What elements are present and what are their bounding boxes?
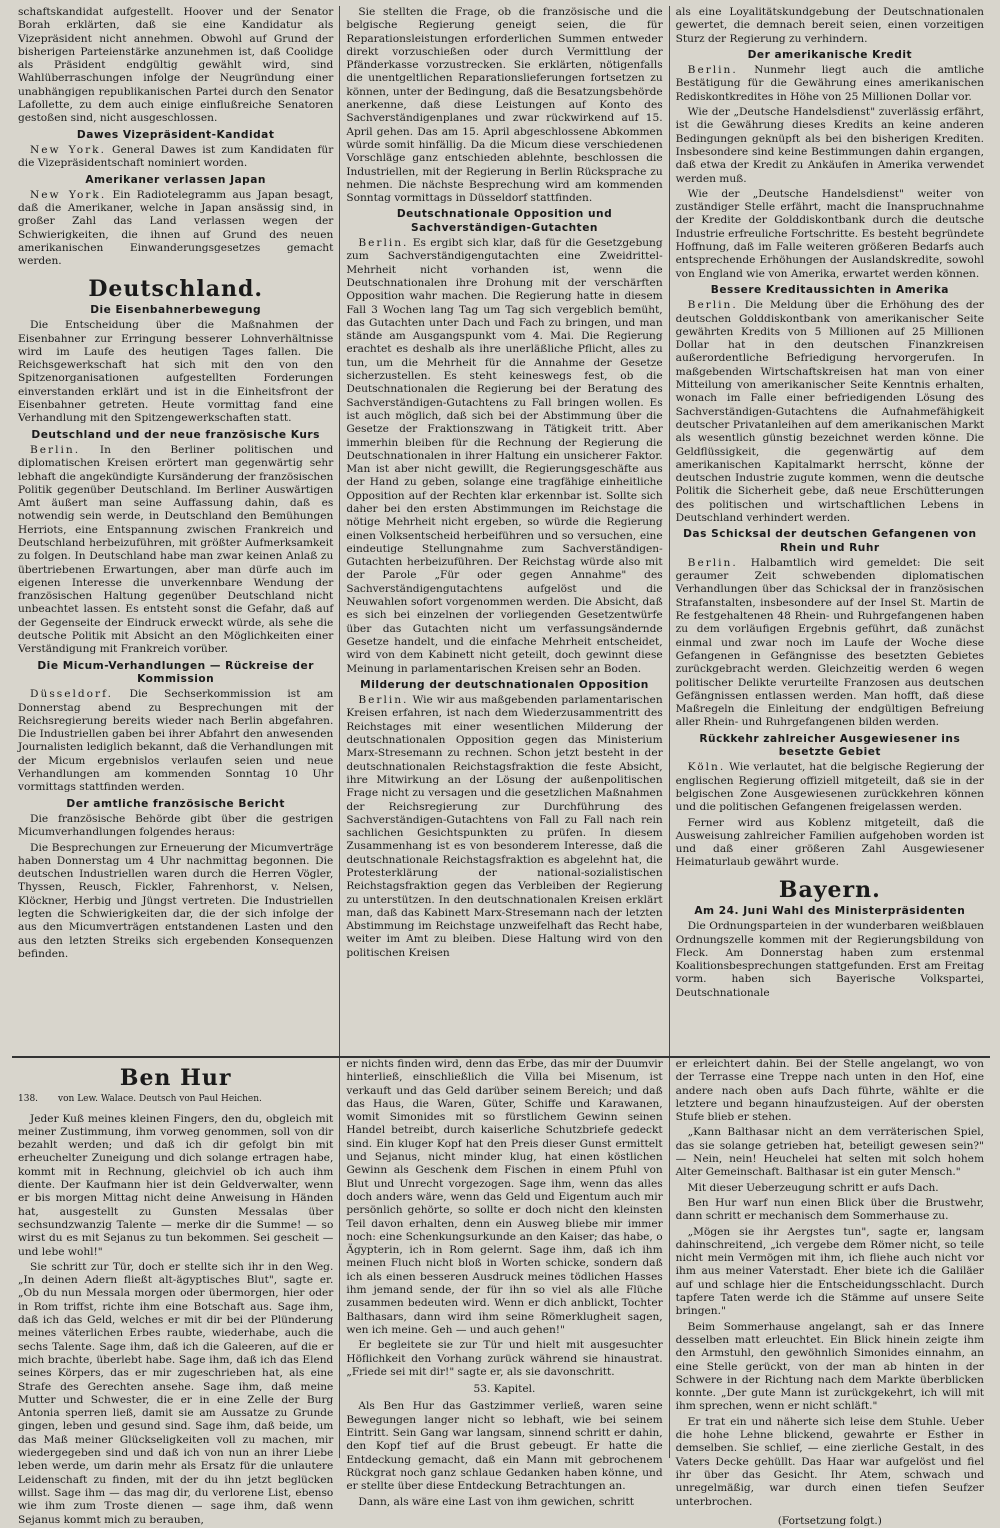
article-text: als eine Loyalitätskundgebung der Deutschnationalen gewertet, die demnach bereit seien, einen vorzeitigen Sturz der Regierung zu verhindern. [675, 6, 984, 45]
article-text: Berlin. Es ergibt sich klar, daß für die Gesetzgebung zum Sachverständigengutachten eine Zweidrittel-Mehrheit nicht vorhanden ist, wenn die Deutschnationalen ihre Drohung mit der verschärften Opposition wahr machen. Die Regierung hatte in diesem Fall 3 Wochen lang Tag um Tag sich vergeblich bemüht, das Gutachten unter Dach und Fach zu bringen, und man stände am Ausgangspunkt vom 4. Mai. Die Regierung erachtet es deshalb als ihre unerläßliche Pflicht, alles zu tun, um die Mehrheit für die Annahme der Gesetze sicherzustellen. Es steht keineswegs fest, ob die Deutschnationalen die Regierung bei der Beratung des Sachverständigen-Gutachtens zu Fall bringen wollen. Es ist auch möglich, daß sich bei der Abstimmung über die Gesetze der Fraktionszwang in Tätigkeit tritt. Aber immerhin bleiben für die Rechnung der Regierung die Deutschnationalen in ihrer Haltung ein unsicherer Faktor. Man ist aber nicht gewillt, die Regierungsgeschäfte aus der Hand zu geben, solange eine tragfähige einheitliche Opposition auf der Rechten klar erkennbar ist. Sollte sich daher bei den ersten Abstimmungen im Reichstage die nötige Mehrheit nicht ergeben, so würde die Regierung einen Volksentscheid herbeiführen und so versuchen, eine eindeutige Stellungnahme zum Sachverständigen-Gutachten herbeizuführen. Der Reichstag würde also mit der Parole „Für oder gegen Annahme" des Sachverständigengutachtens aufgelöst und die Neuwahlen sofort vorgenommen werden. Die Absicht, daß es sich bei einzelnen der vorliegenden Gesetzentwürfe über das Gutachten nicht um verfassungsändernde Gesetze handelt, und die einfache Mehrheit entscheidet, wird von dem Kabinett nicht geteilt, doch gewinnt diese Meinung in parlamentarischen Kreisen sehr an Boden. [346, 237, 663, 675]
article-text: Die Besprechungen zur Erneuerung der Micumverträge haben Donnerstag um 4 Uhr nachmittag begonnen. Die deutschen Industriellen waren durch die Herren Vögler, Thyssen, Reusch, Fickler, Fahrenhorst, v. Nelsen, Klöckner, Herbig und Jüngst vertreten. Die Industriellen legten die Schwierigkeiten dar, die der sich infolge der aus den Micumverträgen entstandenen Lasten und den aus den letzten Streiks sich ergebenden Konsequenzen befinden. [18, 841, 334, 960]
column-3 [669, 6, 990, 1056]
article-text: Sie stellten die Frage, ob die französische und die belgische Regierung geneigt seien, die für Reparationsleistungen erforderlichen Summen entweder direkt vorzuschießen oder durch Vermittlung der Pfänderkasse vorzustrecken. Sie erklärten, nötigenfalls die unentgeltlichen Reparationslieferungen fortsetzen zu können, unter der Bedingung, daß die Besatzungsbehörde anerkenne, daß diese Leistungen auf Konto des Sachverständigenplanes und zwar rückwirkend auf 15. April gehen. Das am 15. April abgeschlossene Abkommen würde somit hinfällig. Da die Micum diese verschiedenen Vorschläge ganz entschieden ablehnte, beschlossen die Industriellen, mit der Regierung in Berlin Rücksprache zu nehmen. Die nächste Besprechung wird am kommenden Sonntag vormittags in Düsseldorf stattfinden. [346, 6, 663, 205]
headline: Die Micum-Verhandlungen — Rückreise der Kommission [37, 659, 314, 685]
article-text: Berlin. Wie wir aus maßgebenden parlamentarischen Kreisen erfahren, ist nach dem Wiederzusammentritt des Reichstages mit einer wesentlichen Milderung der deutschnationalen Opposition gegen das Ministerium Marx-Stresemann zu rechnen. Schon jetzt besteht in der deutschnationalen Reichstagsfraktion die feste Absicht, ihre Mitwirkung an der Lösung der außenpolitischen Frage nicht zu versagen und die gesetzlichen Maßnahmen der Reichsregierung zur Durchführung des Sachverständigen-Gutachtens von Fall zu Fall nach rein sachlichen Gesichtspunkten zu prüfen. In diesem Zusammenhang ist es von besonderem Interesse, daß die deutschnationale Reichstagsfraktion es abgelehnt hat, die Protesterklärung der national-sozialistischen Reichstagsfraktion gegen das Verbleiben der Regierung zu unterstützen. In den deutschnationalen Kreisen erklärt man, daß das Kabinett Marx-Stresemann nach der letzten Abstimmung im Reichstage unzweifelhaft das Recht habe, weiter im Amt zu bleiben. Diese Haltung wird von den politischen Kreisen [346, 694, 663, 959]
column-2 [339, 6, 668, 1056]
section-title: Bayern. [778, 876, 881, 903]
article-text: Düsseldorf. Die Sechserkommission ist am Donnerstag abend zu Besprechungen mit der Reichsregierung bereits wieder nach Berlin abgefahren. Die Industriellen gaben bei ihrer Abfahrt den anwesenden Journalisten lediglich bekannt, daß die Verhandlungen mit der Micum ergebnislos verlaufen seien und neue Verhandlungen am kommenden Sonntag 10 Uhr vormittags stattfinden werden. [18, 688, 334, 794]
serial-text: er erleichtert dahin. Bei der Stelle angelangt, wo von der Terrasse eine Treppe nach unten in den Hof, eine andere nach oben aufs Dach führte, wählte er die letztere und begann hinaufzusteigen. Auf der obersten Stufe blieb er stehen. [675, 1058, 984, 1124]
chapter-heading: 53. Kapitel. [473, 1383, 536, 1396]
dateline: Berlin. [687, 64, 738, 77]
headline: Am 24. Juni Wahl des Ministerpräsidenten [694, 905, 966, 917]
article-text: Köln. Wie verlautet, hat die belgische Regierung der englischen Regierung offiziell mitgeteilt, daß sie in der belgischen Zone Ausgewiesenen zurückkehren können und die politischen Gefangenen freigelassen werden. [675, 761, 984, 814]
article-text: Die Ordnungsparteien in der wunderbaren weißblauen Ordnungszelle kommen mit der Regierungsbildung von Fleck. Am Donnerstag haben zum erstenmal Koalitionsbesprechungen stattgefunden. Erst am Freitag vorm. haben sich Bayerische Volkspartei, Deutschnationale [675, 920, 984, 999]
serial-text: Er trat ein und näherte sich leise dem Stuhle. Ueber die hohe Lehne blickend, gewahrte er Esther in demselben. Sie schlief, — eine zierliche Gestalt, in des Vaters Decke gehüllt. Das Haar war aufgelöst und fiel ihr über das Gesicht. Ihr Atem, schwach und unregelmäßig, war durch einen tiefen Seufzer unterbrochen. [675, 1415, 984, 1508]
article-text: Berlin. In den Berliner politischen und diplomatischen Kreisen erörtert man gegenwärtig sehr lebhaft die angekündigte Kursänderung der französischen Politik gegenüber Deutschland. Im Berliner Auswärtigen Amt äußert man seine Auffassung dahin, daß es notwendig sein werde, in Deutschland den Bemühungen Herriots, eine Entspannung zwischen Frankreich und Deutschland herbeizuführen, mit größter Aufmerksamkeit zu folgen. In Deutschland habe man zwar keinen Anlaß zu übertriebenen Erwartungen, aber man dürfe auch im eigenen Interesse die unverkennbare Wendung der französischen Haltung gegenüber Deutschland nicht unbeachtet lassen. Es entsteht sonst die Gefahr, daß auf der Gegenseite der Eindruck erweckt würde, als sehe die deutsche Politik mit Absicht an den Möglichkeiten einer Verständigung mit Frankreich vorüber. [18, 443, 334, 656]
serial-text: er nichts finden wird, denn das Erbe, das mir der Duumvir hinterließ, einschließlich die Villa bei Misenum, ist verkauft und das Geld darüber seinem Bereich; und daß das Haus, die Waren, Güter, Schiffe und Karawanen, womit Simonides mit so fürstlichem Gewinn seinen Handel betreibt, durch kaiserliche Schutzbriefe gedeckt sind. Ein kluger Kopf hat den Preis dieser Gunst ermittelt und Sejanus, nicht minder klug, hat einen köstlichen Gewinn als Geschenk dem Fischen in einem Pfuhl von Blut und Unrecht vorgezogen. Sage ihm, wenn das alles doch anders wäre, wenn das Geld und Eigentum auch mir persönlich gehörte, so sollte er doch nicht den kleinsten Teil davon erhalten, denn ein Ausweg bliebe mir immer noch: eine Schenkungsurkunde an den Kaiser; das habe, o Ägypterin, ich in Rom gelernt. Sage ihm, daß ich ihm meinen Fluch nicht bloß in Worten schicke, sondern daß ich als einen besseren Ausdruck meines tödlichen Hasses ihm jemand sende, der für ihn so viel als alle Flüche zusammen bedeuten wird. Wenn er dich anblickt, Tochter Balthasars, dann wird ihm seine Römerklugheit sagen, wen ich meine. Geh — und auch gehen!" [346, 1058, 663, 1336]
serial-column-1 [12, 1058, 339, 1526]
section-title: Deutschland. [88, 275, 263, 302]
author-line: von Lew. Walace. Deutsch von Paul Heichen. [58, 1094, 262, 1105]
serial-text: „Mögen sie ihr Aergstes tun", sagte er, langsam dahinschreitend, „ich vergebe dem Römer nicht, so teile nicht mein Vermögen mit ihm, ich fliehe auch nicht vor ihm aus meiner Vaterstadt. Eher biete ich die Galiläer auf und schlage hier die Entscheidungsschlacht. Durch tapfere Taten werde ich die Stämme auf unsere Seite bringen." [675, 1225, 984, 1318]
article-text: Wie der „Deutsche Handelsdienst" weiter von zuständiger Stelle erfährt, macht die Inanspruchnahme der Kredite der Golddiskontbank durch die deutsche Industrie erfreuliche Fortschritte. Es besteht begründete Hoffnung, daß im Falle weiteren größeren Bedarfs auch entsprechende Erhöhungen der Auslandskredite, sowohl von England wie von Amerika, erwartet werden können. [675, 187, 984, 280]
article-text: Berlin. Die Meldung über die Erhöhung des der deutschen Golddiskontbank von amerikanischer Seite gewährten Kredits von 5 Millionen auf 25 Millionen Dollar hat in den deutschen Finanzkreisen außerordentliche Befriedigung hervorgerufen. In maßgebenden Wirtschaftskreisen hat man von einer Mitteilung von amerikanischer Seite Kenntnis erhalten, wonach im Falle einer befriedigenden Lösung des Sachverständigen-Gutachtens die Aufnahmefähigkeit deutscher Privatanleihen auf dem amerikanischen Markt als wesentlich günstig bezeichnet werden könne. Die Geldflüssigkeit, die gegenwärtig auf dem amerikanischen Kapitalmarkt herrscht, könne der deutschen Industrie zugute kommen, wenn die deutsche Politik die Sicherheit gebe, daß neue Erschütterungen des politischen und wirtschaftlichen Lebens in Deutschland verhindert werden. [675, 299, 985, 524]
serial-column-2 [339, 1058, 668, 1508]
article-text: Die französische Behörde gibt über die gestrigen Micumverhandlungen folgendes heraus: [18, 812, 334, 839]
serial-column-3 [669, 1058, 990, 1527]
headline: Das Schicksal der deutschen Gefangenen von Rhein und Ruhr [683, 528, 977, 554]
serial-text: Ben Hur warf nun einen Blick über die Brustwehr, dann schritt er mechanisch dem Sommerhause zu. [675, 1196, 984, 1223]
headline: Milderung der deutschnationalen Opposition [360, 678, 649, 691]
dateline: Düsseldorf. [30, 688, 113, 701]
headline: Rückkehr zahlreicher Ausgewiesener ins besetzte Gebiet [699, 732, 961, 759]
continuation-note: (Fortsetzung folgt.) [777, 1514, 882, 1527]
feuilleton-section [12, 1056, 990, 1527]
serial-meta [18, 1093, 333, 1106]
serial-text: Jeder Kuß meines kleinen Fingers, den du, obgleich mit meiner Zustimmung, ihm vorweg genommen, soll von dir bezahlt werden; und daß ich dir gefolgt bin mit erheuchelter Zuneigung und dich solange ertragen habe, kommt mit in Rechnung, gleichviel ob ich auch ihm diente. Der Kaufmann hier ist dein Geldverwalter, wenn er bis morgen Mittag nicht deine Anweisung in Händen hat, ausgestellt zu Gunsten Messalas über sechsundzwanzig Talente — merke dir die Summe! — so wirst du es mit Sejanus zu tun bekommen. Sei gescheit — und lebe wohl!" [18, 1112, 334, 1258]
column-1 [12, 6, 339, 1056]
dateline: Berlin. [30, 443, 81, 456]
article-text: Wie der „Deutsche Handelsdienst" zuverlässig erfährt, ist die Gewährung dieses Kredits an keine anderen Bedingungen geknüpft als bei den bisherigen Krediten. Insbesondere sind keine Bestimmungen dahin ergangen, daß etwa der Kredit zu Ankäufen in Amerika verwendet werden muß. [675, 106, 984, 185]
headline: Der amtliche französische Bericht [66, 797, 285, 810]
article-text: Berlin. Halbamtlich wird gemeldet: Die seit geraumer Zeit schwebenden diplomatischen Verhandlungen über das Schicksal der in französischen Strafanstalten, insbesondere auf der Insel St. Martin de Re festgehaltenen 48 Rhein- und Ruhrgefangenen haben zu dem vorläufigen Ergebnis geführt, daß zunächst einmal und zwar noch im Laufe der Woche diese Gefangenen in Gefängnisse des besetzten Gebietes zurückgebracht werden. Gleichzeitig werden 6 wegen politischer Delikte verurteilte Franzosen aus deutschen Gefängnissen entlassen werden. Man hofft, daß diese Maßregeln die Einleitung der endgültigen Befreiung aller Rhein- und Ruhrgefangenen bilden werden. [675, 556, 985, 729]
dateline: New York. [30, 188, 107, 201]
headline: Bessere Kreditaussichten in Amerika [710, 283, 949, 296]
serial-text: Dann, als wäre eine Last von ihm gewichen, schritt [358, 1495, 635, 1508]
installment-number: 138. [18, 1094, 39, 1105]
serial-text: Er begleitete sie zur Tür und hielt mit ausgesuchter Höflichkeit den Vorhang zurück während sie hinaustrat. „Friede sei mit dir!" sagte er, als sie davonschritt. [346, 1339, 663, 1378]
news-section [12, 6, 990, 1056]
headline: Deutschnationale Opposition und Sachverständigen-Gutachten [396, 208, 613, 234]
article-text: New York. Ein Radiotelegramm aus Japan besagt, daß die Amerikaner, welche in Japan ansässig sind, in großer Zahl das Land verlassen wegen der Schwierigkeiten, die ihnen auf Grund des neuen amerikanischen Einwanderungsgesetzes gemacht werden. [18, 188, 334, 268]
headline: Dawes Vizepräsident-Kandidat [76, 128, 275, 141]
serial-text: Mit dieser Ueberzeugung schritt er aufs Dach. [687, 1181, 939, 1194]
headline: Die Eisenbahnerbewegung [90, 303, 262, 316]
dateline: Berlin. [687, 299, 738, 312]
serial-text: Beim Sommerhause angelangt, sah er das Innere desselben matt erleuchtet. Ein Blick hinein zeigte ihm den Armstuhl, den gewöhnlich Simonides einnahm, an eine Stelle gerückt, von der man ab hinten in der Schwere in der Richtung nach dem Markte überblicken konnte. „Der gute Mann ist zurückgekehrt, ich will mit ihm sprechen, wenn er nicht schläft." [675, 1320, 984, 1413]
serial-text: Sie schritt zur Tür, doch er stellte sich ihr in den Weg. „In deinen Adern fließt alt-ägyptisches Blut", sagte er. „Ob du nun Messala morgen oder übermorgen, hier oder in Rom triffst, richte ihm eine Botschaft aus. Sage ihm, daß ich das Geld, welches er mit dir bei der Plünderung meines väterlichen Erbes raubte, wiederhabe, auch die sechs Talente. Sage ihm, daß ich die Galeeren, auf die er mich brachte, überlebt habe. Sage ihm, daß ich das Elend seines Körpers, das er mir zugeschrieben hat, als eine Strafe des Gerechten ansehe. Sage ihm, daß meine Mutter und Schwester, die er in eine Zelle der Burg Antonia sperren ließ, damit sie am Aussatze zu Grunde gingen, leben und gesund sind. Sage ihm, daß beide, um das Maß meiner Glückseligkeiten voll zu machen, mir wiedergegeben sind und daß ich von nun an ihrer Liebe leben werde, um darin mehr als Ersatz für die unlautere Leidenschaft zu finden, mit der du ihn jetzt beglücken willst. Sage ihm — das mag dir, du verlorene List, ebenso wie ihm zum Troste dienen — sage ihm, daß wenn Sejanus kommt mich zu berauben, [18, 1260, 334, 1526]
serial-text: Als Ben Hur das Gastzimmer verließ, waren seine Bewegungen langer nicht so lebhaft, wie bei seinem Eintritt. Sein Gang war langsam, sinnend schritt er dahin, den Kopf tief auf die Brust gebeugt. Er hatte die Entdeckung gemacht, daß ein Mann mit gebrochenem Rückgrat noch ganz schlaue Gedanken haben könne, und er stellte über diese Entdeckung Betrachtungen an. [346, 1400, 663, 1493]
headline: Deutschland und der neue französische Kurs [31, 428, 320, 441]
dateline: Berlin. [358, 237, 409, 250]
article-text: Ferner wird aus Koblenz mitgeteilt, daß die Ausweisung zahlreicher Familien aufgehoben worden ist und daß einer größeren Zahl Ausgewiesener Heimaturlaub gewährt wurde. [675, 816, 984, 869]
article-text: Die Entscheidung über die Maßnahmen der Eisenbahner zur Erringung besserer Lohnverhältnisse wird im Laufe des heutigen Tages fallen. Die Reichsgewerkschaft hat sich mit den von den Spitzenorganisationen aufgestellten Forderungen einverstanden erklärt und ist in die Einheitsfront der Eisenbahner getreten. Heute vormittag fand eine Verhandlung mit den Spitzengewerkschaften statt. [18, 319, 334, 425]
dateline: New York. [30, 143, 106, 156]
headline: Der amerikanische Kredit [747, 48, 913, 61]
dateline: Köln. [687, 761, 726, 774]
headline: Amerikaner verlassen Japan [85, 173, 266, 186]
serial-title: Ben Hur [119, 1065, 232, 1091]
article-text: Berlin. Nunmehr liegt auch die amtliche Bestätigung für die Gewährung eines amerikanischen Rediskontkredites in Höhe von 25 Millionen Dollar vor. [675, 64, 984, 103]
article-text: New York. General Dawes ist zum Kandidaten für die Vizepräsidentschaft nominiert worden. [18, 143, 334, 170]
dateline: Berlin. [358, 694, 409, 707]
article-text: schaftskandidat aufgestellt. Hoover und der Senator Borah erklärten, daß sie eine Kandidatur als Vizepräsident nicht annehmen. Obwohl auf Grund der bisherigen Parteienstärke anzunehmen ist, daß Coolidge als Präsident endgültig gewählt wird, sind Wahlüberraschungen infolge der Neugründung einer unabhängigen republikanischen Partei durch den Senator Lafollette, zu dem auch einige einflußreiche Senatoren gestoßen sind, nicht ausgeschlossen. [18, 6, 334, 125]
dateline: Berlin. [687, 556, 738, 569]
serial-text: „Kann Balthasar nicht an dem verräterischen Spiel, das sie solange getrieben hat, beteiligt gewesen sein?" — Nein, nein! Heuchelei hat selten mit solch hohem Alter Gemeinschaft. Balthasar ist ein guter Mensch." [675, 1126, 984, 1179]
